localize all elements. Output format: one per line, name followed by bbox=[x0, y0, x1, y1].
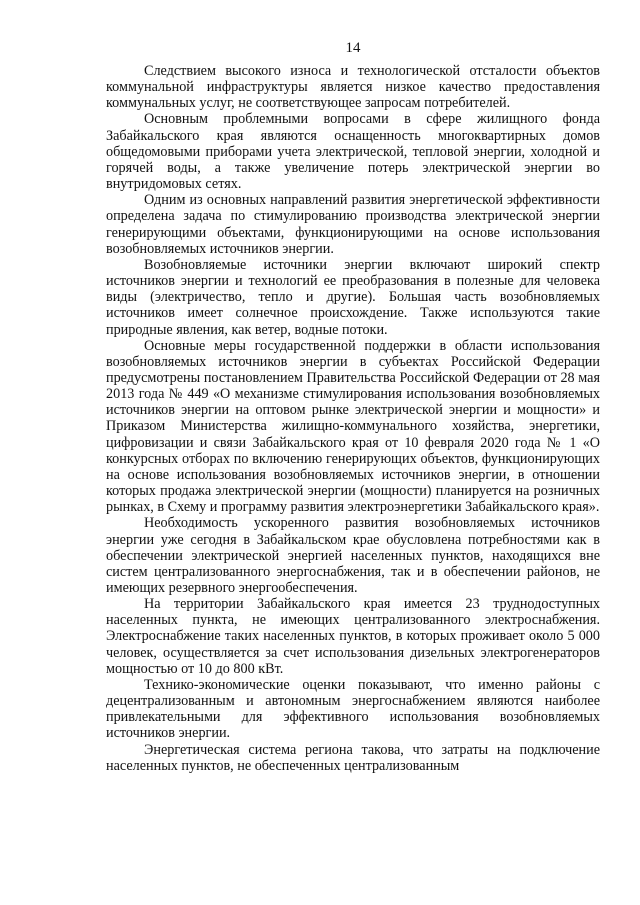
page-number: 14 bbox=[345, 40, 361, 56]
paragraph-state-support: Основные меры государственной поддержки в области использования возобновляемых источников энергии в субъектах Российской Федерации предусмотрены постановлением Правительства Российской Федерации от 28 мая 2013 года № 449 «О механизме стимулирования использования возобновляемых источников энергии на оптовом рынке электрической энергии и мощности» и Приказом Министерства жилищно-коммунального хозяйства, энергетики, цифровизации и связи Забайкальского края от 10 февраля 2020 года № 1 «О конкурсных отборах по включению генерирующих объектов, функционирующих на основе использования возобновляемых источников энергии, в отношении которых продажа электрической энергии (мощности) планируется на розничных рынках, в Схему и программу развития электроэнергетики Забайкальского края». bbox=[106, 337, 600, 516]
paragraph-energy-efficiency: Одним из основных направлений развития энергетической эффективности определена задача по стимулированию производства электрической энергии генерирующими объектами, функционирующими на основе использования возобновляемых источников энергии. bbox=[106, 192, 600, 257]
paragraph-infrastructure-wear: Следствием высокого износа и технологической отсталости объектов коммунальной инфраструктуры является низкое качество предоставления коммунальных услуг, не соответствующее запросам потребителей. bbox=[106, 63, 600, 112]
paragraph-energy-system-costs: Энергетическая система региона такова, что затраты на подключение населенных пунктов, не обеспеченных централизованным bbox=[106, 741, 600, 774]
paragraph-accelerated-development: Необходимость ускоренного развития возобновляемых источников энергии уже сегодня в Забайкальском крае обусловлена потребностями как в обеспечении электрической энергией населенных пунктов, находящихся вне систем централизованного энергоснабжения, так и в обеспечении районов, не имеющих резервного энергообеспечения. bbox=[106, 515, 600, 596]
paragraph-housing-issues: Основным проблемными вопросами в сфере жилищного фонда Забайкальского края являются оснащенность многоквартирных домов общедомовыми приборами учета электрической, тепловой энергии, холодной и горячей воды, а также увеличение потерь электрической энергии во внутридомовых сетях. bbox=[106, 111, 600, 193]
paragraph-economic-assessment: Технико-экономические оценки показывают, что именно районы с децентрализованным и автономным энергоснабжением являются наиболее привлекательными для эффективного использования возобновляемых источников энергии. bbox=[106, 676, 600, 742]
paragraph-renewable-sources: Возобновляемые источники энергии включают широкий спектр источников энергии и технологий ее преобразования в полезные для человека виды (электричество, тепло и другие). Большая часть возобновляемых источников имеет солнечное происхождение. Также используются такие природные явления, как ветер, водные потоки. bbox=[106, 256, 600, 338]
paragraph-remote-settlements: На территории Забайкальского края имеется 23 труднодоступных населенных пункта, не имеющих централизованного электроснабжения. Электроснабжение таких населенных пунктов, в которых проживает около 5 000 человек, осуществляется за счет использования дизельных электрогенераторов мощностью от 10 до 800 кВт. bbox=[106, 596, 600, 677]
